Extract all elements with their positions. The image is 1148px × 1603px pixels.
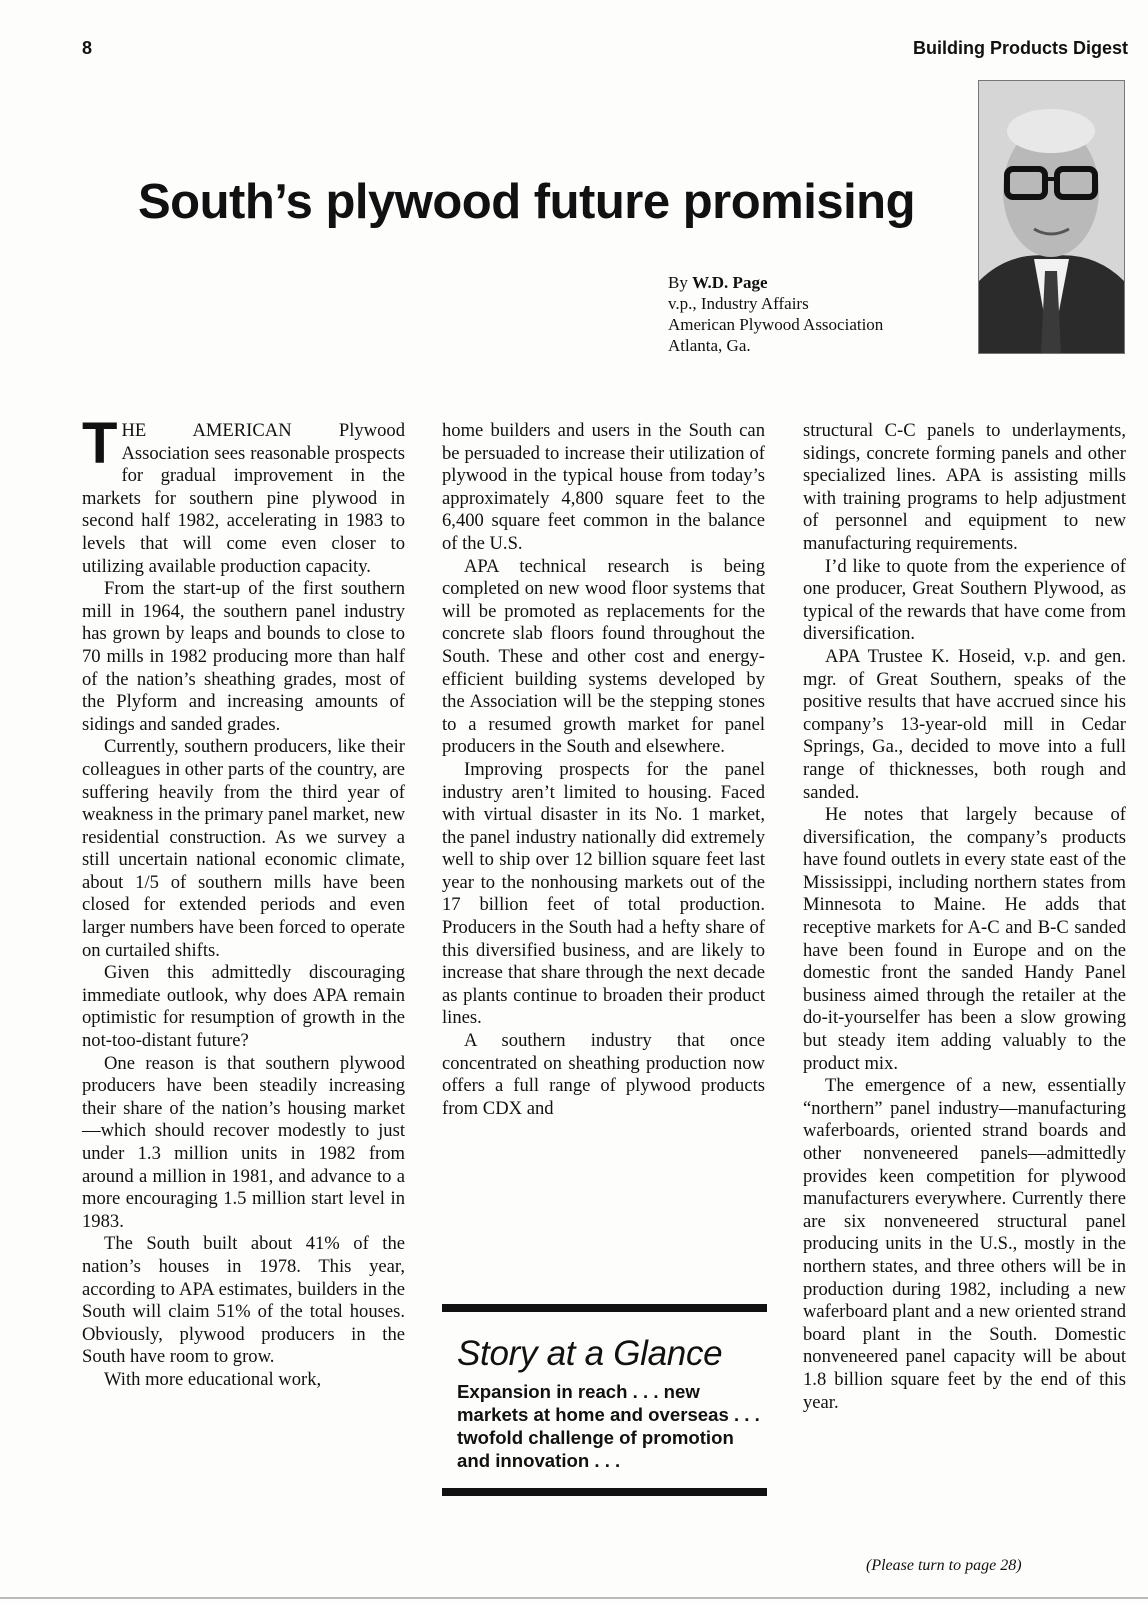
paragraph: The South built about 41% of the nation’s houses in 1978. This year, according to APA estimates, builders in the South will claim 51% of the total houses. Obviously, plywood producers in the South have room to grow. xyxy=(82,1233,405,1368)
author-portrait-icon xyxy=(979,81,1124,353)
paragraph: Improving prospects for the panel industry aren’t limited to housing. Faced with virtual disaster in its No. 1 market, the panel industry nationally did extremely well to ship over 12 billion square feet last year to the nonhousing markets out of the 17 billion feet of total production. Producers in the South had a hefty share of this diversified business, and are likely to increase that share through the next decade as plants continue to broaden their product lines. xyxy=(442,758,765,1029)
article-column-1 xyxy=(82,411,405,1392)
glance-title: Story at a Glance xyxy=(457,1334,723,1373)
continued-notice: (Please turn to page 28) xyxy=(866,1557,1022,1574)
bottom-rule xyxy=(442,1488,767,1496)
paragraph: With more educational work, xyxy=(104,1368,322,1390)
paragraph: One reason is that southern plywood producers have been steadily increasing their share of the nation’s housing market—which should recover modestly to just under 1.3 million units in 1982 from around a million in 1981, and advance to a more encouraging 1.5 million start level in 1983. xyxy=(82,1052,405,1232)
headline: South’s plywood future promising xyxy=(138,175,916,229)
paragraph: A southern industry that once concentrated on sheathing production now offers a full range of plywood products from CDX and xyxy=(442,1030,765,1119)
paragraph: home builders and users in the South can be persuaded to increase their utilization of plywood in the typical house from today’s approximately 4,800 square feet to the 6,400 square feet common in the balance of the U.S. xyxy=(442,420,765,554)
paragraph: The emergence of a new, essentially “northern” panel industry—manufacturing waferboards, oriented strand boards and other nonveneered panels—admittedly provides keen competition for plywood manufacturers everywhere. Currently there are six nonveneered structural panel producing units in the U.S., mostly in the northern states, and three others will be in production during 1982, including a new waferboard plant and a new oriented strand board plant in the South. Domestic nonveneered panel capacity will be about 1.8 billion square feet by the end of this year. xyxy=(803,1075,1126,1413)
drop-cap: T xyxy=(82,411,118,476)
publication-name: Building Products Digest xyxy=(912,38,1128,58)
page-number: 8 xyxy=(82,38,93,58)
paragraph: From the start-up of the first southern mill in 1964, the southern panel industry has grown by leaps and bounds to close to 70 mills in 1982 producing more than half of the nation’s sheathing grades, most of the Plyform and increasing amounts of sidings and sanded grades. xyxy=(82,578,405,735)
byline-by: By xyxy=(668,273,688,292)
paragraph: APA technical research is being completed on new wood floor systems that will be promoted as replacements for the concrete slab floors found throughout the South. These and other cost and energy-efficient building systems developed by the Association will be the stepping stones to a resumed growth market for panel producers in the South and elsewhere. xyxy=(442,555,765,758)
glance-text: Expansion in reach . . . new markets at home and overseas . . . twofold challenge of promotion and innovation . . . xyxy=(457,1381,760,1471)
page-bottom-edge xyxy=(0,1597,1148,1599)
top-rule xyxy=(442,1304,767,1312)
article-column-3 xyxy=(803,420,1126,1414)
byline-author-line xyxy=(668,272,883,293)
paragraph-text: HE AMERICAN Plywood Association sees reasonable prospects for gradual improvement in the markets for southern pine plywood in second half 1982, accelerating in 1983 to levels that will come even closer to utilizing available production capacity. xyxy=(82,420,405,577)
paragraph: APA Trustee K. Hoseid, v.p. and gen. mgr. of Great Southern, speaks of the positive results that have accrued since his company’s 13-year-old mill in Cedar Springs, Ga., decided to move into a full range of thicknesses, both rough and sanded. xyxy=(803,645,1126,803)
paragraph: structural C-C panels to underlayments, sidings, concrete forming panels and other specialized lines. APA is assisting mills with training programs to help adjustment of personnel and equipment to new manufacturing requirements. xyxy=(803,420,1126,554)
paragraph: Currently, southern producers, like their colleagues in other parts of the country, are suffering heavily from the third year of weakness in the primary panel market, new residential construction. As we survey a still uncertain national economic climate, about 1/5 of southern mills have been closed for extended periods and even larger numbers have been forced to operate on curtailed shifts. xyxy=(82,736,405,961)
story-at-a-glance-box xyxy=(442,1304,767,1496)
paragraph: He notes that largely because of diversification, the company’s products have found outlets in every state east of the Mississippi, including northern states from Minnesota to Maine. He adds that receptive markets for A-C and B-C sanded have been found in Europe and on the domestic front the sanded Handy Panel business aimed through the retailer at the do-it-yourselfer has been a slow growing but steady item adding valuably to the product mix. xyxy=(803,804,1126,1074)
author-photo xyxy=(978,80,1125,354)
byline-location: Atlanta, Ga. xyxy=(668,336,751,355)
paragraph: Given this admittedly discouraging immediate outlook, why does APA remain optimistic for resumption of growth in the not-too-distant future? xyxy=(82,962,405,1052)
paragraph: I’d like to quote from the experience of one producer, Great Southern Plywood, as typical of the rewards that have come from diversification. xyxy=(803,555,1126,645)
byline-name: W.D. Page xyxy=(692,273,768,292)
byline-title: v.p., Industry Affairs xyxy=(668,294,809,313)
paragraph xyxy=(82,411,405,578)
byline xyxy=(668,272,883,356)
article-column-2 xyxy=(442,420,765,1120)
byline-organization: American Plywood Association xyxy=(668,315,884,334)
